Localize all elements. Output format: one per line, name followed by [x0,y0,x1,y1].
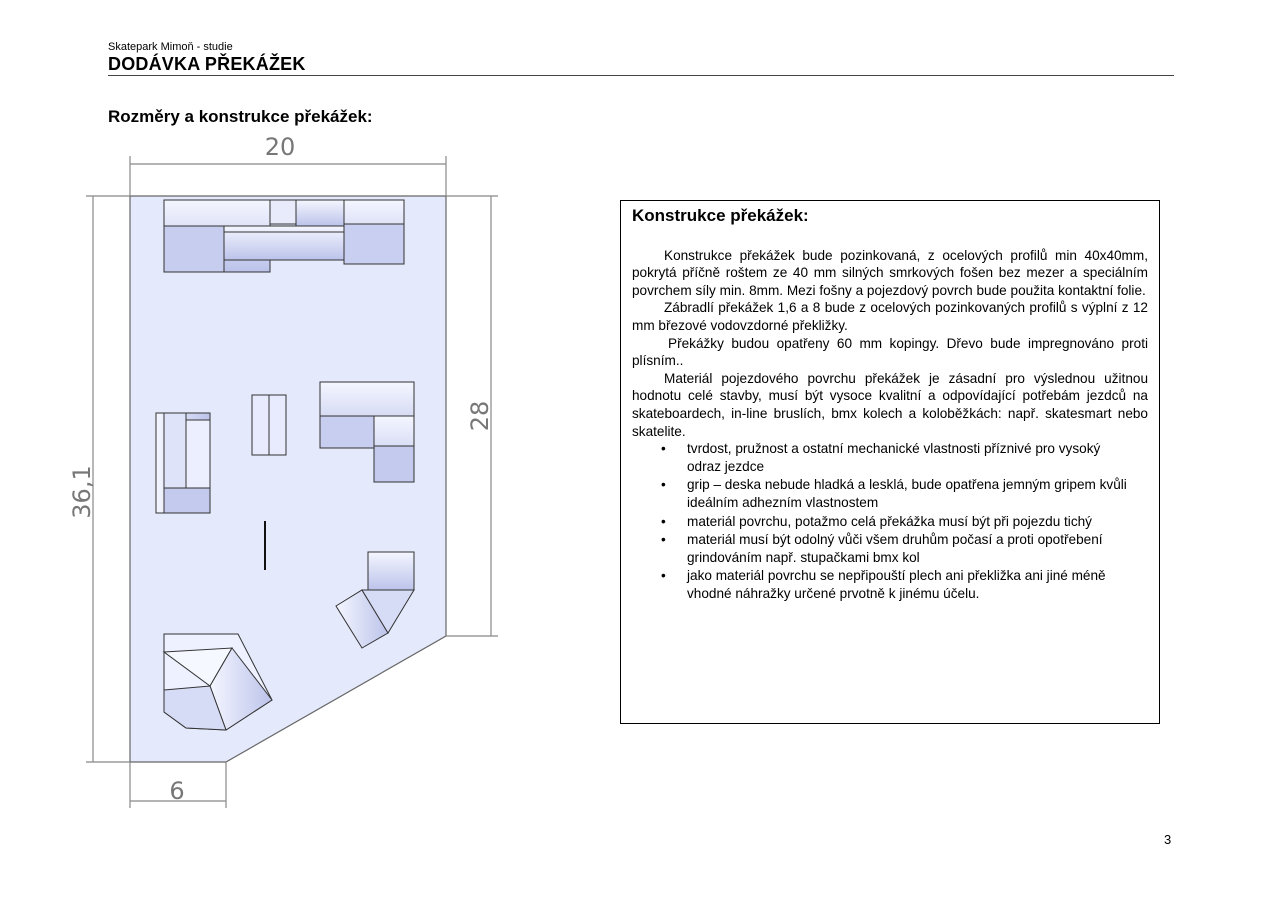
dimension-left: 36,1 [68,465,96,519]
paragraph-construction: Konstrukce překážek bude pozinkovaná, z ocelových profilů min 40x40mm, pokrytá příčně roštem ze 40 mm silných smrkových fošen bez mezer a speciálním povrchem síly min. 8mm. Mezi fošny a pojezdový povrch bude použita kontaktní folie. [632,247,1148,298]
project-name: Skatepark Mimoň - studie [108,41,233,53]
paragraph-surface-material: Materiál pojezdového povrchu překážek je zásadní pro výslednou užitnou hodnotu celé stavby, musí být vysoce kvalitní a odpovídající potřebám jezdců na skateboardech, in-line bruslích, bmx kolech a koloběžkách: např. skatesmart nebo skatelite. [632,370,1148,439]
dimension-bottom: 6 [169,777,185,805]
section-heading: Rozměry a konstrukce překážek: [108,107,373,126]
paragraph-coping: Překážky budou opatřeny 60 mm kopingy. Dřevo bude impregnováno proti plísním.. [632,335,1148,369]
obstacle-small-box [252,395,286,455]
header-divider [108,75,1174,76]
page-number: 3 [1164,832,1172,847]
construction-text-box [620,200,1160,724]
list-item: • materiál musí být odolný vůči všem druhům počasí a proti opotřebení grindováním např. stupačkami bmx kol [687,531,1148,566]
list-item: • grip – deska nebude hladká a lesklá, bude opatřena jemným gripem kvůli ideálním adhezním vlastnostem [687,476,1148,511]
surface-requirements-list [632,440,1148,602]
list-item: • tvrdost, pružnost a ostatní mechanické vlastnosti příznivé pro vysoký odraz jezdce [687,440,1148,475]
document-title: DODÁVKA PŘEKÁŽEK [108,54,306,74]
obstacle-left-bench [156,413,210,513]
skatepark-plan-drawing [60,125,510,825]
list-item: • jako materiál povrchu se nepřipouští plech ani překližka ani jiné méně vhodné náhražky určené prvotně k jinému účelu. [687,567,1148,602]
dimension-right: 28 [466,400,494,432]
paragraph-railing: Zábradlí překážek 1,6 a 8 bude z ocelových pozinkovaných profilů s výplní z 12 mm březové vodovzdorné překližky. [632,300,1148,333]
construction-title: Konstrukce překážek: [632,206,809,225]
dimension-top: 20 [264,133,296,161]
list-item: • materiál povrchu, potažmo celá překážka musí být při pojezdu tichý [687,513,1148,531]
